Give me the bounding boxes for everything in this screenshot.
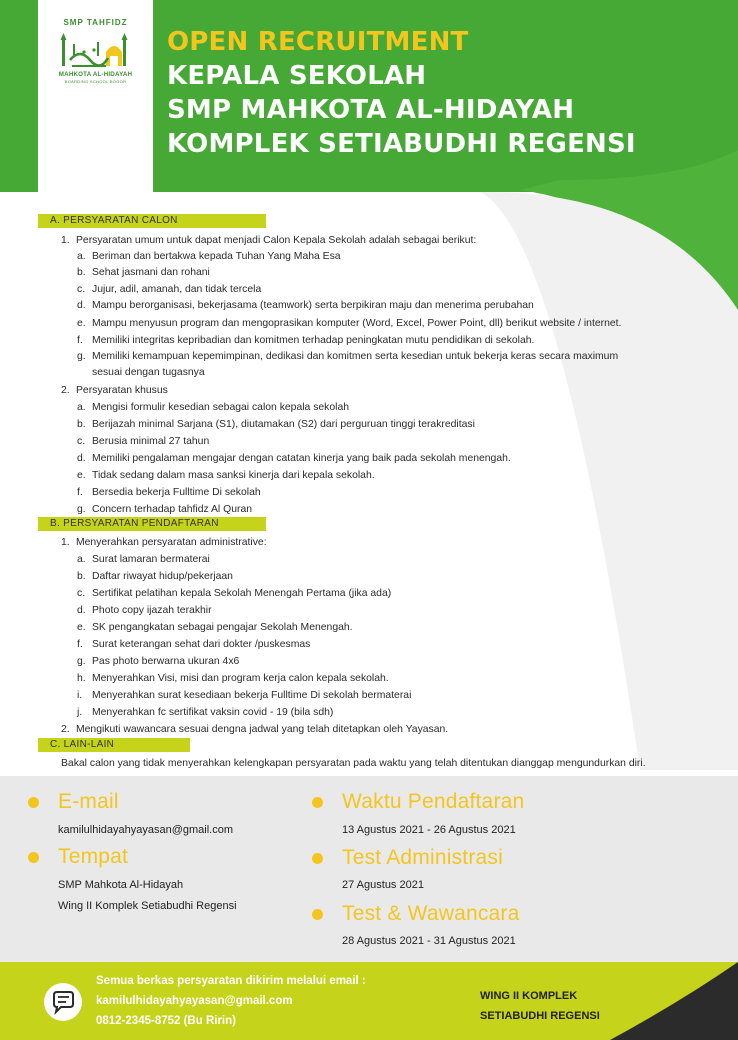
title-line-3: SMP MAHKOTA AL-HIDAYAH	[167, 95, 575, 125]
a1-subitem-continuation: sesuai dengan tugasnya	[92, 367, 205, 378]
b1-subitem: d. Photo copy ijazah terakhir	[77, 605, 212, 616]
waktu-value: 13 Agustus 2021 - 26 Agustus 2021	[342, 824, 516, 836]
a2-item: 2. Persyaratan khusus	[61, 385, 168, 396]
bullet-icon	[312, 909, 323, 920]
footer-email: kamilulhidayahyayasan@gmail.com	[96, 995, 293, 1007]
b1-subitem: b. Daftar riwayat hidup/pekerjaan	[77, 571, 233, 582]
logo-name: MAHKOTA AL-HIDAYAH	[58, 71, 133, 78]
a2-subitem: b. Berijazah minimal Sarjana (S1), diutamakan (S2) dari perguruan tinggi terakreditasi	[77, 419, 475, 430]
footer-line-1: Semua berkas persyaratan dikirim melalui email :	[96, 975, 366, 987]
a2-subitem: a. Mengisi formulir kesedian sebagai calon kepala sekolah	[77, 402, 350, 413]
footer-right-2: SETIABUDHI REGENSI	[480, 1010, 600, 1022]
tempat-line-2: Wing II Komplek Setiabudhi Regensi	[58, 900, 237, 912]
chat-icon-circle	[44, 983, 82, 1021]
logo-subtitle: BOARDING SCHOOL BOGOR	[64, 79, 127, 84]
b1-item: 1. Menyerahkan persyaratan administrative:	[61, 537, 267, 548]
bullet-icon	[312, 853, 323, 864]
email-heading: E-mail	[58, 790, 119, 813]
admin-value: 27 Agustus 2021	[342, 879, 424, 891]
b2-item: 2. Mengikuti wawancara sesuai dengna jadwal yang telah ditetapkan oleh Yayasan.	[61, 724, 449, 735]
b1-subitem: g. Pas photo berwarna ukuran 4x6	[77, 656, 240, 667]
section-c-text: Bakal calon yang tidak menyerahkan kelengkapan persyaratan pada waktu yang telah ditentukan dianggap mengundurkan diri.	[61, 758, 646, 769]
a1-item: 1. Persyaratan umum untuk dapat menjadi Calon Kepala Sekolah adalah sebagai berikut:	[61, 235, 477, 246]
a1-subitem: b. Sehat jasmani dan rohani	[77, 267, 210, 278]
footer-phone: 0812-2345-8752 (Bu Ririn)	[96, 1015, 236, 1027]
email-value: kamilulhidayahyayasan@gmail.com	[58, 824, 234, 836]
tempat-line-1: SMP Mahkota Al-Hidayah	[58, 879, 184, 891]
a2-subitem: d. Memiliki pengalaman mengajar dengan catatan kinerja yang baik pada sekolah menengah.	[77, 453, 511, 464]
title-line-1: OPEN RECRUITMENT	[167, 27, 469, 57]
b1-subitem: f. Surat keterangan sehat dari dokter /puskesmas	[77, 639, 311, 650]
a1-subitem: f. Memiliki integritas kepribadian dan komitmen terhadap peningkatan mutu pendidikan di sekolah.	[77, 335, 535, 346]
section-c-header: C. LAIN-LAIN	[38, 738, 190, 752]
b1-subitem: i. Menyerahkan surat kesediaan bekerja Fulltime Di sekolah bermaterai	[77, 690, 412, 701]
logo-top-text: SMP TAHFIDZ	[63, 18, 128, 27]
section-a-header: A. PERSYARATAN CALON	[38, 214, 266, 228]
b1-subitem: h. Menyerahkan Visi, misi dan program kerja calon kepala sekolah.	[77, 673, 389, 684]
tempat-heading: Tempat	[58, 845, 129, 868]
admin-heading: Test Administrasi	[342, 846, 503, 869]
a2-subitem: c. Berusia minimal 27 tahun	[77, 436, 210, 447]
a1-subitem: d. Mampu berorganisasi, bekerjasama (teamwork) serta berpikiran maju dan menerima perubahan	[77, 300, 534, 311]
bullet-icon	[312, 797, 323, 808]
a1-subitem: e. Mampu menyusun program dan mengoprasikan komputer (Word, Excel, Power Point, dll) berikut website / internet.	[77, 318, 622, 329]
a1-subitem: c. Jujur, adil, amanah, dan tidak tercela	[77, 284, 262, 295]
wawancara-heading: Test & Wawancara	[342, 902, 520, 925]
waktu-heading: Waktu Pendaftaran	[342, 790, 525, 813]
a2-subitem: e. Tidak sedang dalam masa sanksi kinerja dari kepala sekolah.	[77, 470, 375, 481]
chat-bubble-icon	[44, 983, 82, 1021]
a2-subitem: f. Bersedia bekerja Fulltime Di sekolah	[77, 487, 261, 498]
b1-subitem: e. SK pengangkatan sebagai pengajar Sekolah Menengah.	[77, 622, 353, 633]
page-title	[167, 25, 636, 161]
mosque-logo-icon	[50, 30, 140, 70]
a1-subitem: a. Beriman dan bertakwa kepada Tuhan Yang Maha Esa	[77, 251, 341, 262]
bullet-icon	[28, 797, 39, 808]
a1-subitem: g. Memiliki kemampuan kepemimpinan, dedikasi dan komitmen serta kesedian untuk bekerja keras secara maximum	[77, 351, 619, 362]
a2-subitem: g. Concern terhadap tahfidz Al Quran	[77, 504, 252, 515]
bullet-icon	[28, 852, 39, 863]
b1-subitem: c. Sertifikat pelatihan kepala Sekolah Menengah Pertama (jika ada)	[77, 588, 392, 599]
title-line-4: KOMPLEK SETIABUDHI REGENSI	[167, 129, 636, 159]
title-line-2: KEPALA SEKOLAH	[167, 61, 427, 91]
footer-right-1: WING II KOMPLEK	[480, 990, 578, 1002]
wawancara-value: 28 Agustus 2021 - 31 Agustus 2021	[342, 935, 516, 947]
b1-subitem: a. Surat lamaran bermaterai	[77, 554, 210, 565]
section-b-header: B. PERSYARATAN PENDAFTARAN	[38, 517, 266, 531]
b1-subitem: j. Menyerahkan fc sertifikat vaksin covid - 19 (bila sdh)	[77, 707, 334, 718]
